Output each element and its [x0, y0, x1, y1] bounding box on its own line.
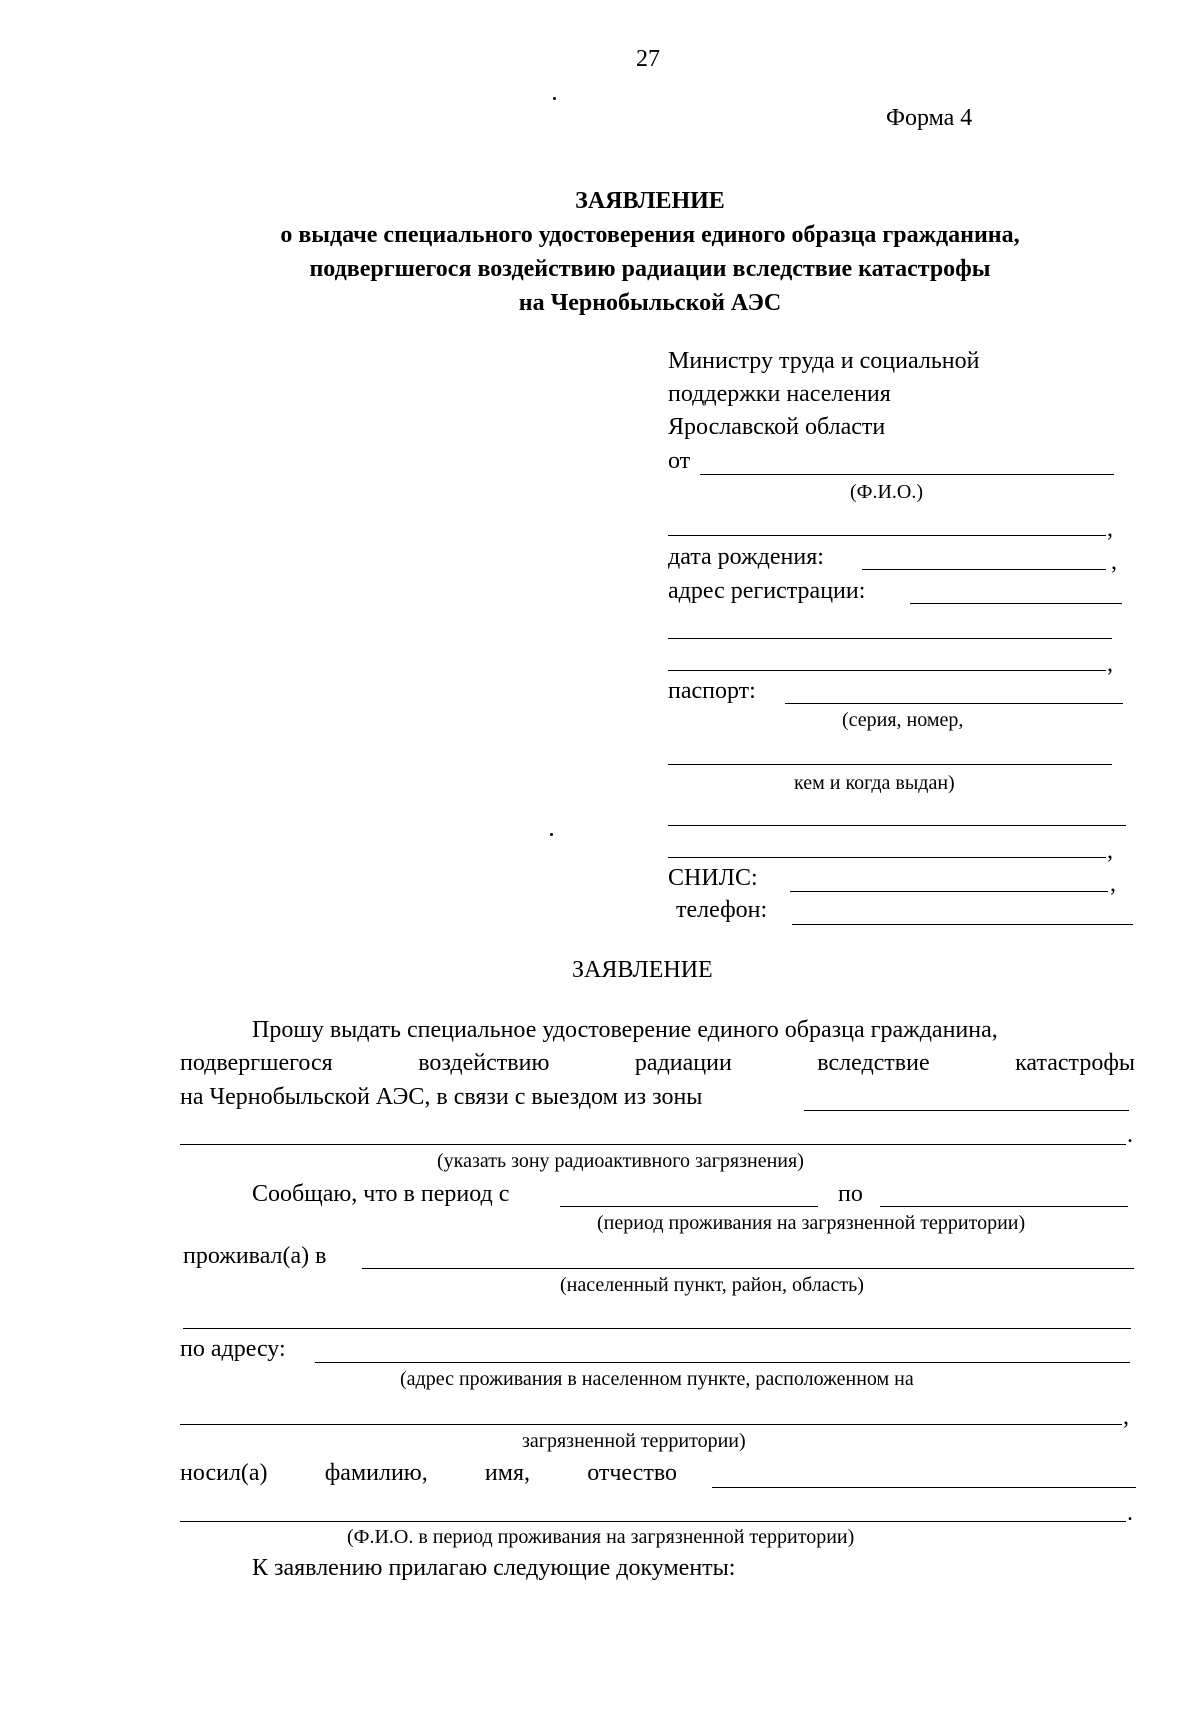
period-mark: . — [1127, 1122, 1133, 1148]
registration-address-field-3[interactable] — [668, 670, 1106, 671]
request-word: воздействию — [418, 1050, 550, 1076]
lived-label: проживал(а) в — [183, 1243, 327, 1269]
address-hint-2: загрязненной территории) — [522, 1430, 746, 1452]
title-line-2: подвергшегося воздействию радиации вследствие катастрофы — [309, 256, 991, 282]
comma: , — [1111, 549, 1117, 575]
address-hint-1: (адрес проживания в населенном пункте, расположенном на — [400, 1368, 914, 1390]
name-hint: (Ф.И.О. в период проживания на загрязненной территории) — [347, 1526, 855, 1548]
birth-date-label: дата рождения: — [668, 544, 824, 570]
address-field[interactable] — [315, 1362, 1130, 1363]
zone-hint: (указать зону радиоактивного загрязнения) — [437, 1150, 804, 1172]
lived-field[interactable] — [362, 1268, 1134, 1269]
period-hint: (период проживания на загрязненной территории) — [597, 1212, 1026, 1234]
fio-hint: (Ф.И.О.) — [850, 481, 924, 503]
passport-hint-2: кем и когда выдан) — [794, 772, 955, 794]
lived-hint: (населенный пункт, район, область) — [560, 1274, 864, 1296]
address-label: по адресу: — [180, 1336, 286, 1362]
registration-address-label: адрес регистрации: — [668, 578, 866, 604]
passport-hint-1: (серия, номер, — [842, 709, 964, 731]
attachments-label: К заявлению прилагаю следующие документы: — [252, 1555, 736, 1581]
request-word: радиации — [634, 1050, 732, 1076]
request-word: катастрофы — [1015, 1050, 1135, 1076]
scan-speck — [550, 833, 553, 836]
period-to-label: по — [838, 1181, 863, 1207]
passport-field[interactable] — [785, 703, 1123, 704]
name-word: имя, — [484, 1460, 530, 1486]
snils-label: СНИЛС: — [668, 865, 758, 891]
period-to-field[interactable] — [880, 1206, 1128, 1207]
passport-field-3[interactable] — [668, 825, 1126, 826]
period-from-field[interactable] — [560, 1206, 818, 1207]
former-name-field[interactable] — [712, 1487, 1136, 1488]
form-label: Форма 4 — [886, 105, 973, 131]
phone-label: телефон: — [676, 897, 768, 923]
document-title: ЗАЯВЛЕНИЕ — [575, 188, 725, 214]
comma: , — [1107, 651, 1113, 677]
birth-date-field[interactable] — [862, 569, 1106, 570]
period-label: Сообщаю, что в период с — [252, 1181, 510, 1207]
comma: , — [1107, 516, 1113, 542]
comma: , — [1107, 838, 1113, 864]
comma: , — [1110, 871, 1116, 897]
name-word: фамилию, — [324, 1460, 428, 1486]
from-label: от — [668, 448, 691, 474]
passport-field-4[interactable] — [668, 857, 1106, 858]
addressee-line-1: Министру труда и социальной — [668, 348, 980, 374]
request-word: вследствие — [817, 1050, 930, 1076]
page-number: 27 — [636, 46, 660, 72]
former-name-field-2[interactable] — [180, 1521, 1126, 1522]
name-word: отчество — [587, 1460, 677, 1486]
lived-field-2[interactable] — [183, 1328, 1131, 1329]
registration-address-field-2[interactable] — [668, 638, 1112, 639]
title-line-1: о выдаче специального удостоверения единого образца гражданина, — [280, 222, 1020, 248]
request-line-1: Прошу выдать специальное удостоверение единого образца гражданина, — [252, 1017, 998, 1043]
request-line-3: на Чернобыльской АЭС, в связи с выездом из зоны — [180, 1084, 703, 1110]
title-line-3: на Чернобыльской АЭС — [518, 290, 782, 316]
snils-field[interactable] — [790, 891, 1108, 892]
zone-field[interactable] — [804, 1110, 1129, 1111]
passport-label: паспорт: — [668, 678, 756, 704]
phone-field[interactable] — [792, 924, 1133, 925]
request-line-2 — [180, 1050, 1135, 1077]
fio-field[interactable] — [700, 474, 1114, 475]
passport-field-2[interactable] — [668, 764, 1112, 765]
scan-speck — [553, 97, 556, 100]
request-word: подвергшегося — [180, 1050, 333, 1076]
address-field-2[interactable] — [180, 1424, 1122, 1425]
registration-address-field[interactable] — [910, 603, 1122, 604]
name-line — [180, 1460, 677, 1487]
zone-field-2[interactable] — [180, 1144, 1126, 1145]
period-mark: . — [1127, 1500, 1133, 1526]
body-heading: ЗАЯВЛЕНИЕ — [572, 957, 713, 983]
comma: , — [1123, 1404, 1129, 1430]
addressee-line-3: Ярославской области — [668, 414, 886, 440]
name-word: носил(а) — [180, 1460, 268, 1486]
fio-continuation-field[interactable] — [668, 535, 1106, 536]
addressee-line-2: поддержки населения — [668, 381, 891, 407]
